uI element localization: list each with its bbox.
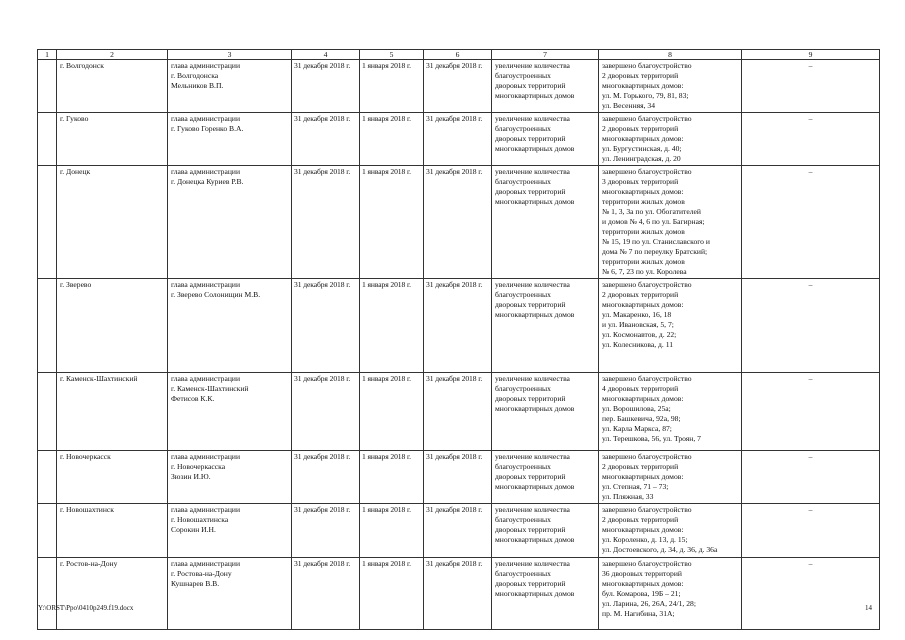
date-cell: 31 декабря 2018 г. xyxy=(424,504,492,558)
responsible-line: глава администрации xyxy=(171,114,241,123)
responsible-line: глава администрации xyxy=(171,505,241,514)
date-cell: 31 декабря 2018 г. xyxy=(424,166,492,279)
municipality-cell: г. Донецк xyxy=(57,166,168,279)
expected-result-line: увеличение количества xyxy=(495,280,570,289)
responsible-cell xyxy=(168,279,292,373)
actual-result-line: ул. Степная, 71 – 73; xyxy=(602,482,669,491)
expected-result-cell xyxy=(492,60,599,113)
row-number-cell xyxy=(38,60,57,113)
expected-result-line: увеличение количества xyxy=(495,559,570,568)
actual-result-cell xyxy=(599,113,742,166)
responsible-cell xyxy=(168,373,292,451)
date-cell: 31 декабря 2018 г. xyxy=(292,558,360,630)
actual-result-cell xyxy=(599,558,742,630)
expected-result-line: многоквартирных домов xyxy=(495,91,575,100)
date-cell: 31 декабря 2018 г. xyxy=(424,279,492,373)
responsible-line: Фетисов К.К. xyxy=(171,394,215,403)
note-cell: – xyxy=(742,504,880,558)
responsible-line: г. Зверево Солонищин М.В. xyxy=(171,290,261,299)
row-number-cell xyxy=(38,166,57,279)
responsible-line: глава администрации xyxy=(171,61,241,70)
responsible-line: глава администрации xyxy=(171,280,241,289)
expected-result-line: дворовых территорий xyxy=(495,394,566,403)
actual-result-line: многоквартирных домов: xyxy=(602,300,684,309)
date-cell: 31 декабря 2018 г. xyxy=(424,60,492,113)
column-number: 9 xyxy=(742,50,880,60)
date-cell: 31 декабря 2018 г. xyxy=(292,451,360,504)
note-cell: – xyxy=(742,113,880,166)
expected-result-line: дворовых территорий xyxy=(495,525,566,534)
expected-result-line: дворовых территорий xyxy=(495,134,566,143)
actual-result-line: ул. Карла Маркса, 87; xyxy=(602,424,672,433)
column-number: 6 xyxy=(424,50,492,60)
date-cell: 31 декабря 2018 г. xyxy=(292,279,360,373)
expected-result-line: благоустроенных xyxy=(495,290,551,299)
municipality-cell: г. Ростов-на-Дону xyxy=(57,558,168,630)
actual-result-line: ул. Весенняя, 34 xyxy=(602,101,656,110)
date-cell: 31 декабря 2018 г. xyxy=(292,166,360,279)
expected-result-line: увеличение количества xyxy=(495,374,570,383)
responsible-line: глава администрации xyxy=(171,452,241,461)
date-cell: 31 декабря 2018 г. xyxy=(292,373,360,451)
responsible-line: Зюзин И.Ю. xyxy=(171,472,211,481)
actual-result-line: 2 дворовых территорий xyxy=(602,515,679,524)
column-number: 1 xyxy=(38,50,57,60)
table-row xyxy=(38,279,880,373)
date-cell: 31 декабря 2018 г. xyxy=(292,504,360,558)
note-cell: – xyxy=(742,60,880,113)
actual-result-line: многоквартирных домов: xyxy=(602,81,684,90)
expected-result-cell xyxy=(492,166,599,279)
date-cell: 1 января 2018 г. xyxy=(360,451,424,504)
responsible-line: Мельников В.П. xyxy=(171,81,224,90)
municipality-cell: г. Новочеркасск xyxy=(57,451,168,504)
actual-result-line: многоквартирных домов: xyxy=(602,472,684,481)
expected-result-line: дворовых территорий xyxy=(495,579,566,588)
file-path: Y:\ORST\Ppo\0410p249.f19.docx xyxy=(38,604,134,612)
actual-result-cell xyxy=(599,504,742,558)
actual-result-line: ул. Макаренко, 16, 18 xyxy=(602,310,672,319)
responsible-line: г. Гуково Горенко В.А. xyxy=(171,124,244,133)
date-cell: 31 декабря 2018 г. xyxy=(292,113,360,166)
responsible-cell xyxy=(168,504,292,558)
date-cell: 1 января 2018 г. xyxy=(360,60,424,113)
actual-result-line: территории жилых домов xyxy=(602,257,685,266)
actual-result-line: завершено благоустройство xyxy=(602,374,692,383)
actual-result-line: пер. Башкевича, 92а, 98; xyxy=(602,414,681,423)
column-number: 8 xyxy=(599,50,742,60)
expected-result-line: дворовых территорий xyxy=(495,81,566,90)
responsible-cell xyxy=(168,113,292,166)
note-cell: – xyxy=(742,373,880,451)
responsible-cell xyxy=(168,166,292,279)
actual-result-line: № 1, 3, 3а по ул. Обогатителей xyxy=(602,207,701,216)
actual-result-line: завершено благоустройство xyxy=(602,114,692,123)
municipality-cell: г. Волгодонск xyxy=(57,60,168,113)
expected-result-line: многоквартирных домов xyxy=(495,482,575,491)
expected-result-line: благоустроенных xyxy=(495,177,551,186)
actual-result-line: завершено благоустройство xyxy=(602,280,692,289)
actual-result-line: 36 дворовых территорий xyxy=(602,569,682,578)
responsible-line: г. Новошахтинска xyxy=(171,515,229,524)
column-number: 4 xyxy=(292,50,360,60)
actual-result-line: ул. Пляжная, 33 xyxy=(602,492,654,501)
actual-result-line: многоквартирных домов: xyxy=(602,394,684,403)
actual-result-line: 2 дворовых территорий xyxy=(602,124,679,133)
municipality-cell: г. Зверево xyxy=(57,279,168,373)
note-cell: – xyxy=(742,558,880,630)
date-cell: 31 декабря 2018 г. xyxy=(424,558,492,630)
responsible-line: глава администрации xyxy=(171,559,241,568)
expected-result-line: многоквартирных домов xyxy=(495,404,575,413)
table-row xyxy=(38,451,880,504)
actual-result-line: многоквартирных домов: xyxy=(602,187,684,196)
municipality-cell: г. Гуково xyxy=(57,113,168,166)
actual-result-line: № 6, 7, 23 по ул. Королева xyxy=(602,267,687,276)
actual-result-line: ул. Достоевского, д. 34, д. 36, д. 36а xyxy=(602,545,718,554)
expected-result-line: многоквартирных домов xyxy=(495,144,575,153)
date-cell: 31 декабря 2018 г. xyxy=(424,373,492,451)
note-cell: – xyxy=(742,279,880,373)
actual-result-line: ул. Колесникова, д. 11 xyxy=(602,340,674,349)
actual-result-line: многоквартирных домов: xyxy=(602,525,684,534)
expected-result-line: благоустроенных xyxy=(495,515,551,524)
expected-result-line: благоустроенных xyxy=(495,124,551,133)
expected-result-line: дворовых территорий xyxy=(495,472,566,481)
expected-result-cell xyxy=(492,113,599,166)
responsible-line: г. Каменск-Шахтинский xyxy=(171,384,249,393)
actual-result-line: ул. Ларина, 26, 26А, 24/1, 28; xyxy=(602,599,696,608)
actual-result-line: завершено благоустройство xyxy=(602,452,692,461)
expected-result-line: благоустроенных xyxy=(495,71,551,80)
row-number-cell xyxy=(38,558,57,630)
expected-result-line: увеличение количества xyxy=(495,452,570,461)
expected-result-line: увеличение количества xyxy=(495,61,570,70)
table-row xyxy=(38,373,880,451)
expected-result-line: дворовых территорий xyxy=(495,300,566,309)
expected-result-cell xyxy=(492,279,599,373)
date-cell: 1 января 2018 г. xyxy=(360,504,424,558)
expected-result-cell xyxy=(492,451,599,504)
column-number: 5 xyxy=(360,50,424,60)
responsible-line: глава администрации xyxy=(171,167,241,176)
table-row xyxy=(38,504,880,558)
actual-result-cell xyxy=(599,279,742,373)
row-number-cell xyxy=(38,373,57,451)
expected-result-line: увеличение количества xyxy=(495,505,570,514)
expected-result-cell xyxy=(492,504,599,558)
expected-result-line: многоквартирных домов xyxy=(495,310,575,319)
date-cell: 1 января 2018 г. xyxy=(360,166,424,279)
expected-result-line: увеличение количества xyxy=(495,167,570,176)
actual-result-cell xyxy=(599,451,742,504)
note-cell: – xyxy=(742,451,880,504)
column-number: 2 xyxy=(57,50,168,60)
responsible-cell xyxy=(168,60,292,113)
actual-result-line: ул. Терешкова, 56, ул. Троян, 7 xyxy=(602,434,701,443)
actual-result-line: завершено благоустройство xyxy=(602,559,692,568)
actual-result-line: территории жилых домов xyxy=(602,197,685,206)
actual-result-line: 2 дворовых территорий xyxy=(602,71,679,80)
responsible-line: Сорокин И.Н. xyxy=(171,525,216,534)
date-cell: 31 декабря 2018 г. xyxy=(424,451,492,504)
column-number: 3 xyxy=(168,50,292,60)
row-number-cell xyxy=(38,113,57,166)
actual-result-line: ул. Короленко, д. 13, д. 15; xyxy=(602,535,688,544)
expected-result-cell xyxy=(492,558,599,630)
actual-result-line: дома № 7 по переулку Братский; xyxy=(602,247,708,256)
actual-result-line: многоквартирных домов: xyxy=(602,579,684,588)
note-cell: – xyxy=(742,166,880,279)
actual-result-line: бул. Комарова, 19Б – 21; xyxy=(602,589,681,598)
report-table xyxy=(37,49,880,630)
actual-result-line: завершено благоустройство xyxy=(602,61,692,70)
date-cell: 1 января 2018 г. xyxy=(360,558,424,630)
row-number-cell xyxy=(38,279,57,373)
actual-result-cell xyxy=(599,373,742,451)
actual-result-line: ул. Бургустинская, д. 40; xyxy=(602,144,682,153)
expected-result-line: увеличение количества xyxy=(495,114,570,123)
expected-result-line: многоквартирных домов xyxy=(495,589,575,598)
expected-result-line: многоквартирных домов xyxy=(495,535,575,544)
responsible-line: г. Волгодонска xyxy=(171,71,219,80)
responsible-cell xyxy=(168,451,292,504)
actual-result-line: ул. Ворошилова, 25а; xyxy=(602,404,671,413)
date-cell: 31 декабря 2018 г. xyxy=(292,60,360,113)
expected-result-line: благоустроенных xyxy=(495,384,551,393)
expected-result-cell xyxy=(492,373,599,451)
actual-result-cell xyxy=(599,60,742,113)
actual-result-line: завершено благоустройство xyxy=(602,505,692,514)
date-cell: 1 января 2018 г. xyxy=(360,279,424,373)
responsible-line: Кушнарев В.В. xyxy=(171,579,220,588)
expected-result-line: благоустроенных xyxy=(495,569,551,578)
actual-result-line: 4 дворовых территорий xyxy=(602,384,679,393)
responsible-line: г. Новочеркасска xyxy=(171,462,226,471)
table-row xyxy=(38,558,880,630)
row-number-cell xyxy=(38,451,57,504)
municipality-cell: г. Каменск-Шахтинский xyxy=(57,373,168,451)
column-number-row xyxy=(38,50,880,60)
actual-result-line: ул. Ленинградская, д. 20 xyxy=(602,154,681,163)
actual-result-line: и домов № 4, 6 по ул. Багирная; xyxy=(602,217,705,226)
actual-result-cell xyxy=(599,166,742,279)
actual-result-line: 3 дворовых территорий xyxy=(602,177,679,186)
expected-result-line: дворовых территорий xyxy=(495,187,566,196)
actual-result-line: ул. М. Горького, 79, 81, 83; xyxy=(602,91,689,100)
actual-result-line: № 15, 19 по ул. Станиславского и xyxy=(602,237,710,246)
actual-result-line: завершено благоустройство xyxy=(602,167,692,176)
actual-result-line: территории жилых домов xyxy=(602,227,685,236)
expected-result-line: многоквартирных домов xyxy=(495,197,575,206)
date-cell: 31 декабря 2018 г. xyxy=(424,113,492,166)
table-row xyxy=(38,60,880,113)
actual-result-line: ул. Космонавтов, д. 22; xyxy=(602,330,677,339)
actual-result-line: 2 дворовых территорий xyxy=(602,290,679,299)
row-number-cell xyxy=(38,504,57,558)
table-row xyxy=(38,166,880,279)
actual-result-line: и ул. Ивановская, 5, 7; xyxy=(602,320,674,329)
responsible-line: г. Ростова-на-Дону xyxy=(171,569,232,578)
column-number: 7 xyxy=(492,50,599,60)
responsible-line: г. Донецка Куриев Р.В. xyxy=(171,177,244,186)
date-cell: 1 января 2018 г. xyxy=(360,373,424,451)
municipality-cell: г. Новошахтинск xyxy=(57,504,168,558)
page-number: 14 xyxy=(865,604,872,612)
responsible-cell xyxy=(168,558,292,630)
date-cell: 1 января 2018 г. xyxy=(360,113,424,166)
table-row xyxy=(38,113,880,166)
actual-result-line: многоквартирных домов: xyxy=(602,134,684,143)
actual-result-line: пр. М. Нагибина, 31А; xyxy=(602,609,675,618)
actual-result-line: 2 дворовых территорий xyxy=(602,462,679,471)
expected-result-line: благоустроенных xyxy=(495,462,551,471)
responsible-line: глава администрации xyxy=(171,374,241,383)
